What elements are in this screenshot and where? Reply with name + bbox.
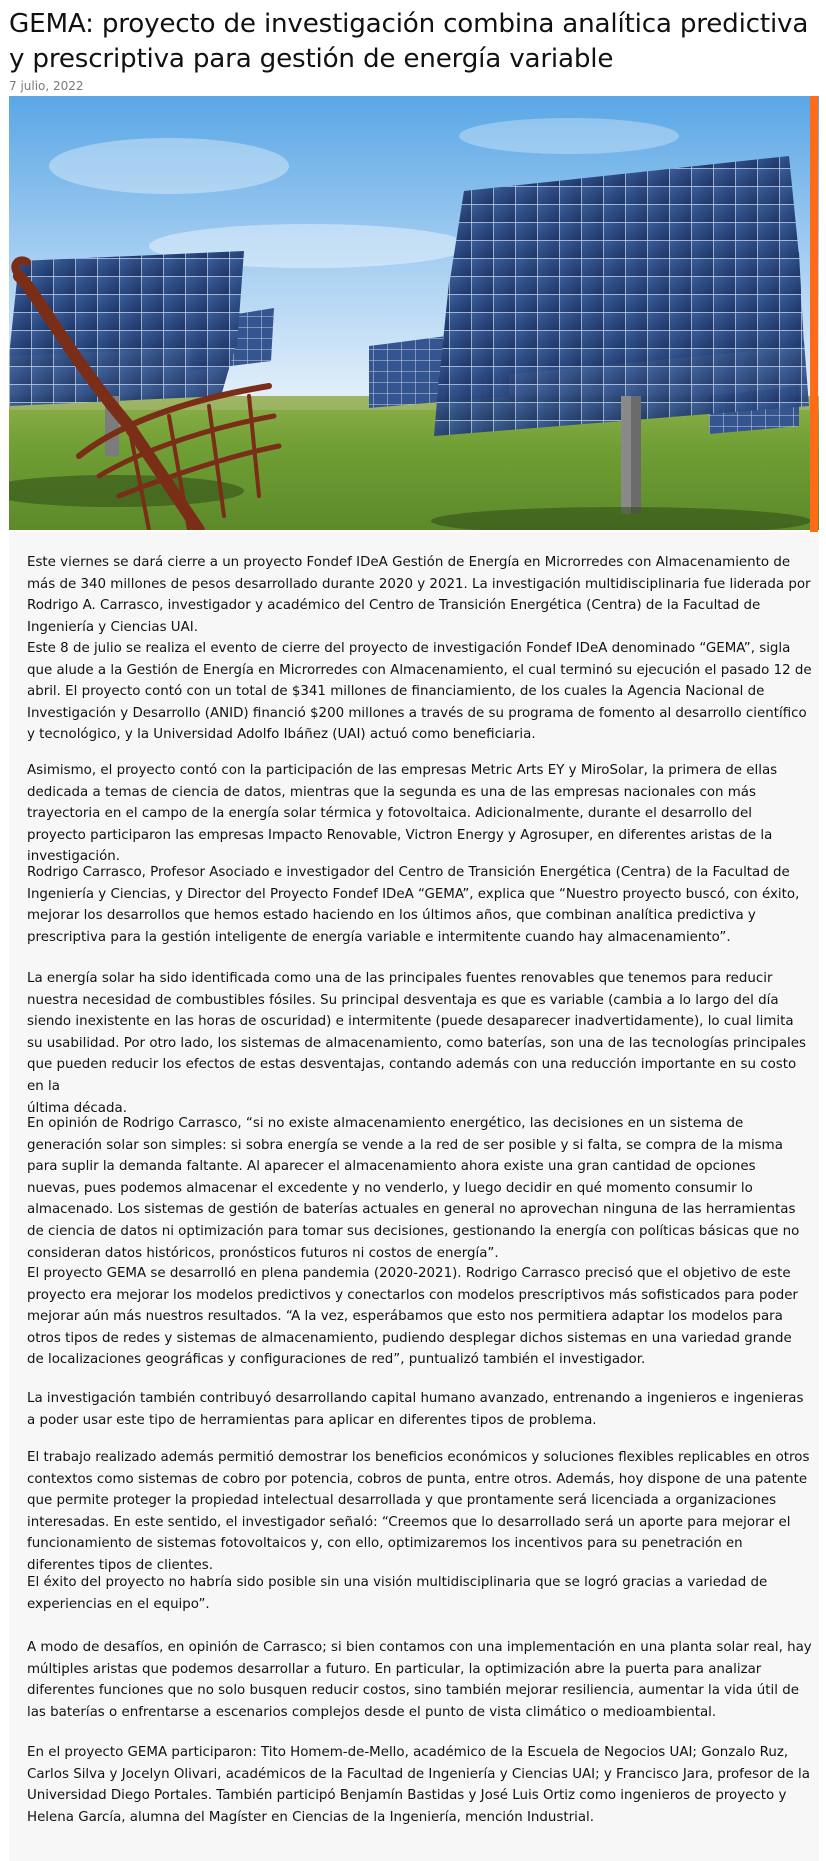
publish-date: 7 julio, 2022 xyxy=(9,79,84,93)
paragraph: El éxito del proyecto no habría sido posible sin una visión multidisciplinaria que se logró gracias a variedad de experiencias en el equipo”. xyxy=(27,1575,768,1612)
paragraph: La energía solar ha sido identificada como una de las principales fuentes renovables que tenemos para reducir nuestra necesidad de combustibles fósiles. Su principal desventaja es que es variable (cambia a lo largo del día siendo inexistente en las horas de oscuridad) e intermitente (puede desaparecer inadvertidamente), lo cual limita su usabilidad. Por otro lado, los sistemas de almacenamiento, como baterías, son una de las tecnologías principales que pueden reducir los efectos de estas desventajas, contando además con una reducción importante en su costo en la última década. xyxy=(27,971,806,1116)
paragraph: En el proyecto GEMA participaron: Tito Homem-de-Mello, académico de la Escuela de Negocios UAI; Gonzalo Ruz, Carlos Silva y Jocelyn Olivari, académicos de la Facultad de Ingeniería y Ciencias UAI; y Francisco Jara, profesor de la Universidad Diego Portales. También participó Benjamín Bastidas y José Luis Ortiz como ingenieros de proyecto y Helena García, alumna del Magíster en Ciencias de la Ingeniería, mención Industrial. xyxy=(27,1745,810,1825)
paragraph: Rodrigo Carrasco, Profesor Asociado e investigador del Centro de Transición Energética (Centra) de la Facultad de Ingeniería y Ciencias, y Director del Proyecto Fondef IDeA “GEMA”, explica que “Nuestro proyecto buscó, con éxito, mejorar los desarrollos que hemos estado haciendo en los últimos años, que combinan analítica predictiva y prescriptiva para la gestión inteligente de energía variable e intermitente cuando hay almacenamiento”. xyxy=(27,865,800,945)
paragraph: Asimismo, el proyecto contó con la participación de las empresas Metric Arts EY y MiroSolar, la primera de ellas dedicada a temas de ciencia de datos, mientras que la segunda es una de las empresas nacionales con más trayectoria en el campo de la energía solar térmica y fotovoltaica. Adicionalmente, durante el desarrollo del proyecto participaron las empresas Impacto Renovable, Victron Energy y Agrosuper, en diferentes aristas de la investigación. xyxy=(27,763,778,865)
paragraph: A modo de desafíos, en opinión de Carrasco; si bien contamos con una implementación en una planta solar real, hay múltiples aristas que podemos desarrollar a futuro. En particular, la optimización abre la puerta para analizar diferentes funciones que no solo busquen reducir costos, sino también mejorar resiliencia, aumentar la vida útil de las baterías o enfrentarse a escenarios complejos desde el punto de vista climático o medioambiental. xyxy=(27,1640,812,1720)
accent-bar xyxy=(810,96,818,532)
paragraph: En opinión de Rodrigo Carrasco, “si no existe almacenamiento energético, las decisiones en un sistema de generación solar son simples: si sobra energía se vende a la red de ser posible y si falta, se compra de la misma para suplir la demanda faltante. Al aparecer el almacenamiento ahora existe una gran cantidad de opciones nuevas, pues podemos almacenar el excedente y no venderlo, y luego decidir en qué momento consumir lo almacenado. Los sistemas de gestión de baterías actuales en general no aprovechan ninguna de las herramientas de ciencia de datos ni optimización para tomar sus decisiones, gestionando la energía con políticas básicas que no consideran datos históricos, pronósticos futuros ni costos de energía”. xyxy=(27,1116,800,1261)
paragraph: Este 8 de julio se realiza el evento de cierre del proyecto de investigación Fondef IDeA denominado “GEMA”, sigla que alude a la Gestión de Energía en Microrredes con Almacenamiento, el cual terminó su ejecución el pasado 12 de abril. El proyecto contó con un total de $341 millones de financiamiento, de los cuales la Agencia Nacional de Investigación y Desarrollo (ANID) financió $200 millones a través de su programa de fomento al desarrollo científico y tecnológico, y la Universidad Adolfo Ibáñez (UAI) actuó como beneficiaria. xyxy=(27,641,812,743)
paragraph: La investigación también contribuyó desarrollando capital humano avanzado, entrenando a ingenieros e ingenieras a poder usar este tipo de herramientas para aplicar en diferentes tipos de problema. xyxy=(27,1391,804,1428)
hero-image xyxy=(9,96,819,530)
paragraph: El trabajo realizado además permitió demostrar los beneficios económicos y soluciones flexibles replicables en otros contextos como sistemas de cobro por potencia, cobros de punta, entre otros. Además, hoy dispone de una patente que permite proteger la propiedad intelectual desarrollada y que prontamente será licenciada a organizaciones interesadas. En este sentido, el investigador señaló: “Creemos que lo desarrollado será un aporte para mejorar el funcionamiento de sistemas fotovoltaicos y, con ello, optimizaremos los incentivos para su penetración en diferentes tipos de clientes. xyxy=(27,1450,810,1573)
solar-panels-field-photo-icon xyxy=(9,96,819,530)
article-body xyxy=(9,532,819,1861)
article-title: GEMA: proyecto de investigación combina analítica predictiva y prescriptiva para gestión de energía variable xyxy=(9,9,809,74)
paragraph: Este viernes se dará cierre a un proyecto Fondef IDeA Gestión de Energía en Microrredes con Almacenamiento de más de 340 millones de pesos desarrollado durante 2020 y 2021. La investigación multidisciplinaria fue liderada por Rodrigo A. Carrasco, investigador y académico del Centro de Transición Energética (Centra) de la Facultad de Ingeniería y Ciencias UAI. xyxy=(27,555,811,635)
paragraph: El proyecto GEMA se desarrolló en plena pandemia (2020-2021). Rodrigo Carrasco precisó que el objetivo de este proyecto era mejorar los modelos predictivos y conectarlos con modelos prescriptivos más sofisticados para poder mejorar aún más nuestros resultados. “A la vez, esperábamos que esto nos permitiera adaptar los modelos para otros tipos de redes y sistemas de almacenamiento, pudiendo desplegar dichos sistemas en una variedad grande de localizaciones geográficas y configuraciones de red”, puntualizó también el investigador. xyxy=(27,1266,798,1368)
